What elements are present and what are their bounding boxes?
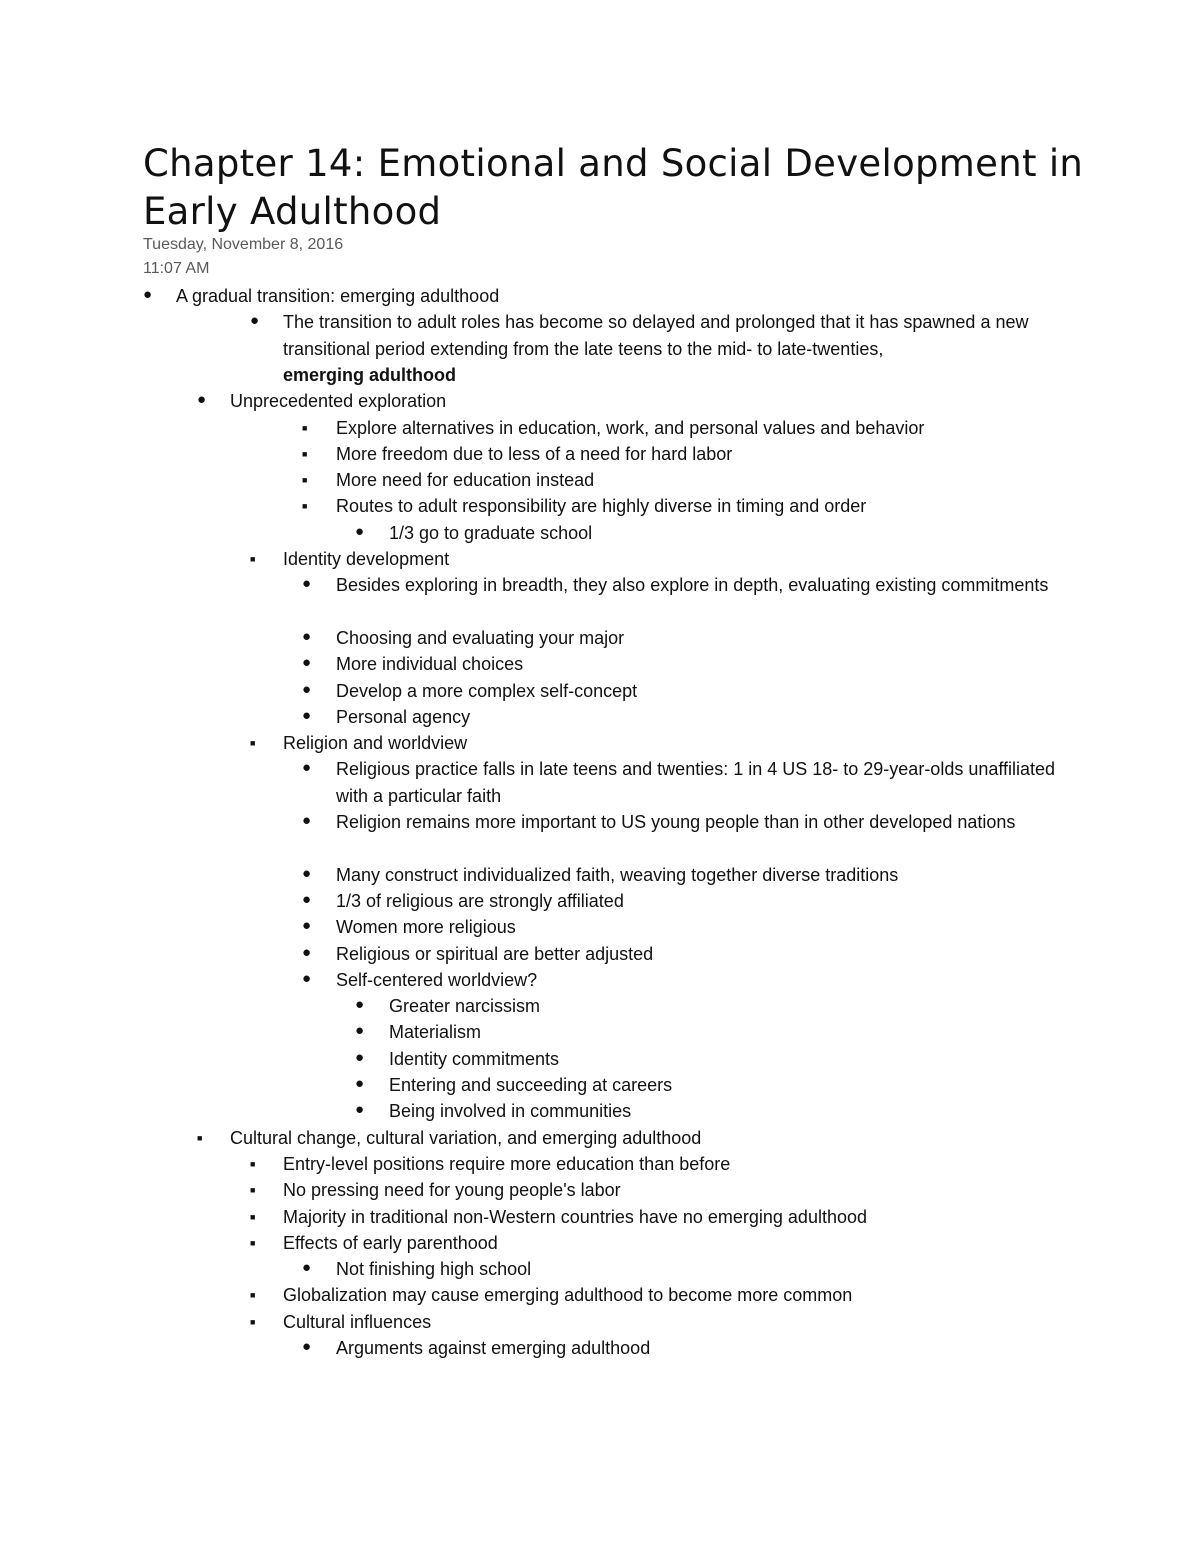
outline-item-text: Religious practice falls in late teens and twenties: 1 in 4 US 18- to 29-year-olds unaffiliated with a particular faith bbox=[336, 759, 1056, 806]
outline-item-text: Entering and succeeding at careers bbox=[389, 1075, 673, 1095]
round-bullet-icon: ● bbox=[302, 1259, 312, 1276]
round-bullet-icon: ● bbox=[302, 812, 312, 829]
round-bullet-icon: ● bbox=[143, 286, 153, 303]
round-bullet-icon: ● bbox=[302, 628, 312, 645]
square-bullet-icon: ■ bbox=[302, 501, 308, 511]
outline-item-text: No pressing need for young people's labor bbox=[283, 1180, 621, 1200]
page-title: Chapter 14: Emotional and Social Development in Early Adulthood bbox=[143, 142, 1084, 233]
outline-item bbox=[336, 1335, 650, 1362]
outline-item-text: 1/3 go to graduate school bbox=[389, 523, 593, 543]
square-bullet-icon: ■ bbox=[250, 1159, 256, 1169]
outline-item-text: Routes to adult responsibility are highly diverse in timing and order bbox=[336, 496, 867, 516]
square-bullet-icon: ■ bbox=[250, 1238, 256, 1248]
outline-item bbox=[230, 388, 446, 415]
square-bullet-icon: ■ bbox=[302, 449, 308, 459]
round-bullet-icon: ● bbox=[250, 312, 260, 329]
outline-item-text: A gradual transition: emerging adulthood bbox=[176, 286, 500, 306]
round-bullet-icon: ● bbox=[302, 707, 312, 724]
outline-item bbox=[336, 862, 898, 889]
outline-item-text: Religion and worldview bbox=[283, 733, 468, 753]
outline-item-text: Effects of early parenthood bbox=[283, 1233, 498, 1253]
square-bullet-icon: ■ bbox=[197, 1133, 203, 1143]
outline-item-text: Entry-level positions require more education than before bbox=[283, 1154, 731, 1174]
outline-item bbox=[389, 1019, 481, 1046]
square-bullet-icon: ■ bbox=[250, 554, 256, 564]
outline-item-text: Being involved in communities bbox=[389, 1101, 632, 1121]
outline-item bbox=[336, 888, 624, 915]
round-bullet-icon: ● bbox=[355, 996, 365, 1013]
outline-item bbox=[336, 651, 523, 678]
round-bullet-icon: ● bbox=[355, 1101, 365, 1118]
outline-item-text: Many construct individualized faith, weaving together diverse traditions bbox=[336, 865, 899, 885]
outline-item bbox=[336, 967, 537, 994]
outline-item bbox=[336, 756, 1062, 809]
outline-item bbox=[283, 1177, 621, 1204]
outline-item-text: The transition to adult roles has become so delayed and prolonged that it has spawned a new transitional period extending from the late teens to the mid- to late-twenties, bbox=[283, 312, 1029, 359]
note-time: 11:07 AM bbox=[143, 260, 210, 277]
outline-item bbox=[336, 572, 1062, 599]
outline-item bbox=[336, 809, 1062, 836]
outline-item bbox=[336, 941, 653, 968]
round-bullet-icon: ● bbox=[302, 944, 312, 961]
square-bullet-icon: ■ bbox=[250, 1212, 256, 1222]
round-bullet-icon: ● bbox=[302, 681, 312, 698]
round-bullet-icon: ● bbox=[302, 759, 312, 776]
outline-item-text: Greater narcissism bbox=[389, 996, 541, 1016]
round-bullet-icon: ● bbox=[302, 575, 312, 592]
outline-item bbox=[336, 441, 732, 468]
outline-item bbox=[389, 993, 540, 1020]
round-bullet-icon: ● bbox=[355, 1022, 365, 1039]
outline-item bbox=[336, 625, 624, 652]
round-bullet-icon: ● bbox=[302, 865, 312, 882]
outline-item bbox=[336, 678, 637, 705]
round-bullet-icon: ● bbox=[355, 1049, 365, 1066]
note-date: Tuesday, November 8, 2016 bbox=[143, 236, 344, 253]
outline-item-text: 1/3 of religious are strongly affiliated bbox=[336, 891, 624, 911]
outline-item bbox=[336, 415, 924, 442]
outline-item-text: Religious or spiritual are better adjusted bbox=[336, 944, 654, 964]
outline-item-text: Identity commitments bbox=[389, 1049, 560, 1069]
key-term: emerging adulthood bbox=[283, 365, 456, 385]
outline-item-text: Majority in traditional non-Western countries have no emerging adulthood bbox=[283, 1207, 867, 1227]
round-bullet-icon: ● bbox=[302, 1338, 312, 1355]
outline-item-text: Materialism bbox=[389, 1022, 482, 1042]
round-bullet-icon: ● bbox=[355, 1075, 365, 1092]
round-bullet-icon: ● bbox=[197, 391, 207, 408]
outline-item-text: Arguments against emerging adulthood bbox=[336, 1338, 651, 1358]
round-bullet-icon: ● bbox=[302, 891, 312, 908]
outline-item bbox=[336, 914, 516, 941]
outline-item-text: Develop a more complex self-concept bbox=[336, 681, 638, 701]
square-bullet-icon: ■ bbox=[250, 1317, 256, 1327]
outline-item-text: Religion remains more important to US young people than in other developed nations bbox=[336, 812, 1016, 832]
outline-item bbox=[283, 1151, 730, 1178]
outline-item-text: Women more religious bbox=[336, 917, 516, 937]
outline-item bbox=[283, 730, 467, 757]
outline-item bbox=[336, 493, 866, 520]
outline-item-text: More individual choices bbox=[336, 654, 524, 674]
outline-item bbox=[230, 1125, 701, 1152]
outline-item-text: Identity development bbox=[283, 549, 450, 569]
outline-item bbox=[176, 283, 499, 310]
outline-item-text: Unprecedented exploration bbox=[230, 391, 447, 411]
outline-item-text: Explore alternatives in education, work, and personal values and behavior bbox=[336, 418, 925, 438]
outline-item bbox=[389, 520, 592, 547]
outline-item-text: Cultural change, cultural variation, and emerging adulthood bbox=[230, 1128, 702, 1148]
outline-item-text: Self-centered worldview? bbox=[336, 970, 538, 990]
round-bullet-icon: ● bbox=[302, 917, 312, 934]
square-bullet-icon: ■ bbox=[250, 1290, 256, 1300]
outline-item-text: Not finishing high school bbox=[336, 1259, 532, 1279]
outline-item-text: Globalization may cause emerging adulthood to become more common bbox=[283, 1285, 853, 1305]
round-bullet-icon: ● bbox=[355, 523, 365, 540]
outline-item bbox=[336, 1256, 531, 1283]
outline-item bbox=[283, 1204, 867, 1231]
outline-item bbox=[389, 1072, 672, 1099]
outline-item-text: Cultural influences bbox=[283, 1312, 432, 1332]
outline-item bbox=[283, 1230, 498, 1257]
outline-item-text: More need for education instead bbox=[336, 470, 595, 490]
outline-item bbox=[283, 1282, 852, 1309]
round-bullet-icon: ● bbox=[302, 970, 312, 987]
square-bullet-icon: ■ bbox=[302, 423, 308, 433]
outline-item bbox=[389, 1046, 559, 1073]
outline-item bbox=[336, 704, 470, 731]
outline-item bbox=[283, 309, 1062, 389]
outline-item-text: Choosing and evaluating your major bbox=[336, 628, 625, 648]
outline-item-text: Personal agency bbox=[336, 707, 471, 727]
outline-item bbox=[389, 1098, 631, 1125]
square-bullet-icon: ■ bbox=[250, 738, 256, 748]
outline-item-text: Besides exploring in breadth, they also explore in depth, evaluating existing commitments bbox=[336, 575, 1049, 595]
square-bullet-icon: ■ bbox=[250, 1185, 256, 1195]
outline-item bbox=[336, 467, 594, 494]
square-bullet-icon: ■ bbox=[302, 475, 308, 485]
round-bullet-icon: ● bbox=[302, 654, 312, 671]
outline-item-text: More freedom due to less of a need for hard labor bbox=[336, 444, 733, 464]
outline-item bbox=[283, 1309, 431, 1336]
outline-item bbox=[283, 546, 449, 573]
